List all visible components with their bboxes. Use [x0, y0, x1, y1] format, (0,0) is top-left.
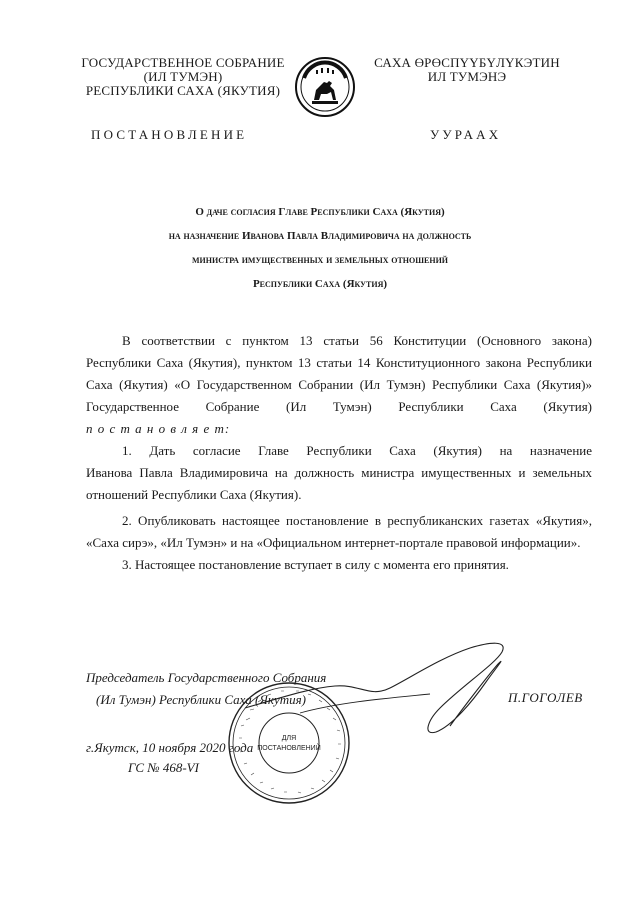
- official-seal-stamp: [226, 680, 352, 806]
- stamp-center-line-2: ПОСТАНОВЛЕНИЙ: [257, 745, 321, 752]
- body-line: «Саха сирэ», «Ил Тумэн» и на «Официальном интернет-портале правовой информации».: [86, 535, 581, 550]
- document-title: [60, 200, 580, 296]
- body-line: Саха (Якутия) «О Государственном Собрании (Ил Тумэн) Республики Саха (Якутия)»: [86, 377, 592, 392]
- doc-type-right: УУРААХ: [430, 127, 502, 142]
- header-right-line: САХА ӨРӨСПҮҮБҮЛҮКЭТИН: [374, 55, 560, 70]
- body-line: 2. Опубликовать настоящее постановление в республиканских газетах «Якутия»,: [122, 513, 592, 528]
- body-line: Государственное Собрание (Ил Тумэн) Республики Саха (Якутия): [86, 399, 592, 414]
- header-left-line: РЕСПУБЛИКИ САХА (ЯКУТИЯ): [85, 83, 281, 98]
- signatory-position-line-2: (Ил Тумэн) Республики Саха (Якутия): [96, 692, 306, 707]
- body-line-resolves: п о с т а н о в л я е т:: [86, 421, 231, 436]
- body-line: 1. Дать согласие Главе Республики Саха (Якутия) на назначение: [122, 443, 592, 458]
- body-line: отношений Республики Саха (Якутия).: [86, 487, 302, 502]
- paragraph-item-2: [86, 510, 592, 554]
- header-left: [78, 56, 288, 98]
- header-left-line: (ИЛ ТУМЭН): [143, 69, 223, 84]
- document-number: ГС № 468-VI: [128, 760, 199, 775]
- header-left-line: ГОСУДАРСТВЕННОЕ СОБРАНИЕ: [81, 55, 285, 70]
- body-line: 3. Настоящее постановление вступает в силу с момента его принятия.: [122, 557, 509, 572]
- body-line: Республики Саха (Якутия), пунктом 13 статьи 14 Конституционного закона Республики: [86, 355, 592, 370]
- title-line: О даче согласия Главе Республики Саха (Якутия): [195, 206, 445, 218]
- header-right-line: ИЛ ТУМЭНЭ: [427, 69, 507, 84]
- paragraph-item-3: [86, 554, 592, 576]
- stamp-center-line-1: ДЛЯ: [281, 735, 297, 742]
- title-line: министра имущественных и земельных отношений: [191, 254, 449, 266]
- paragraph-preamble: [86, 330, 592, 440]
- coat-of-arms-emblem: [294, 56, 356, 118]
- place-and-date: г.Якутск, 10 ноября 2020 года: [86, 740, 254, 755]
- signatory-position-line-1: Председатель Государственного Собрания: [86, 670, 327, 685]
- paragraph-item-1: [86, 440, 592, 506]
- title-line: Республики Саха (Якутия): [252, 278, 388, 290]
- body-line: В соответствии с пунктом 13 статьи 56 Конституции (Основного закона): [122, 333, 592, 348]
- doc-type-left: ПОСТАНОВЛЕНИЕ: [91, 127, 248, 142]
- header-right: [362, 56, 572, 84]
- signatory-name: П.ГОГОЛЕВ: [508, 690, 583, 705]
- title-line: на назначение Иванова Павла Владимировича на должность: [168, 230, 472, 242]
- body-line: Иванова Павла Владимировича на должность министра имущественных и земельных: [86, 465, 592, 480]
